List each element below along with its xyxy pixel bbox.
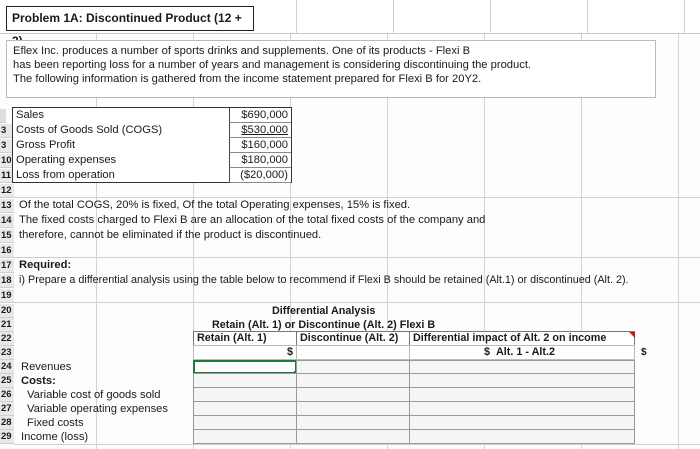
row-number[interactable]: 10	[0, 154, 14, 168]
table-row[interactable]	[13, 168, 291, 183]
table-row[interactable]	[13, 108, 291, 123]
row-number[interactable]: 25	[0, 374, 14, 388]
table-row[interactable]	[13, 153, 291, 168]
row-number[interactable]: 14	[0, 214, 14, 228]
row-number[interactable]: 15	[0, 229, 14, 243]
row-number[interactable]: 11	[0, 169, 14, 183]
row-number[interactable]: 26	[0, 388, 14, 402]
row-number[interactable]: 13	[0, 199, 14, 213]
differential-header[interactable]: Differential impact of Alt. 2 on income	[409, 331, 635, 346]
income-value[interactable]: $180,000	[229, 153, 291, 168]
income-label: Operating expenses	[16, 154, 117, 166]
row-label: Fixed costs	[27, 417, 84, 429]
row-label: Variable operating expenses	[27, 403, 168, 415]
grid-cell[interactable]	[409, 429, 635, 444]
right-dollar: $	[641, 347, 647, 358]
grid-cell[interactable]	[409, 415, 635, 430]
income-label: Sales	[16, 109, 44, 121]
grid-cell[interactable]	[193, 373, 297, 388]
grid-cell[interactable]	[409, 387, 635, 402]
note-text: The fixed costs charged to Flexi B are an allocation of the total fixed costs of the company and	[19, 214, 486, 226]
required-heading: Required:	[19, 259, 72, 271]
grid-cell[interactable]	[193, 415, 297, 430]
analysis-subtitle: Retain (Alt. 1) or Discontinue (Alt. 2) Flexi B	[212, 319, 436, 331]
grid-cell[interactable]	[409, 373, 635, 388]
row-number[interactable]: 28	[0, 416, 14, 430]
grid-cell[interactable]	[296, 401, 410, 416]
analysis-title: Differential Analysis	[272, 305, 376, 317]
row-label: Revenues	[21, 361, 72, 373]
comment-indicator-icon[interactable]	[629, 332, 635, 338]
row-number[interactable]: 17	[0, 259, 14, 273]
row-number[interactable]	[0, 109, 6, 123]
row-number[interactable]: 12	[0, 184, 14, 198]
row-number[interactable]: 23	[0, 346, 14, 360]
income-value[interactable]: ($20,000)	[229, 168, 291, 183]
description-line: has been reporting loss for a number of years and management is considering discontinuing the product.	[13, 59, 532, 71]
selected-cell[interactable]	[193, 360, 297, 374]
grid-cell[interactable]	[296, 387, 410, 402]
discontinue-header[interactable]: Discontinue (Alt. 2)	[296, 331, 410, 346]
table-row[interactable]	[13, 123, 291, 138]
grid-cell[interactable]	[193, 387, 297, 402]
retain-dollar[interactable]: $	[193, 345, 297, 360]
grid-cell[interactable]	[296, 373, 410, 388]
row-number[interactable]: 22	[0, 332, 14, 346]
row-label: Costs:	[21, 375, 56, 387]
row-number[interactable]: 3	[0, 124, 14, 138]
income-label: Costs of Goods Sold (COGS)	[16, 124, 163, 136]
description-box[interactable]	[6, 40, 656, 98]
row-number[interactable]: 27	[0, 402, 14, 416]
table-row[interactable]	[13, 138, 291, 153]
discontinue-cell[interactable]	[296, 345, 410, 360]
grid-cell[interactable]	[409, 401, 635, 416]
differential-dollar: $	[483, 346, 490, 358]
grid-cell[interactable]	[193, 429, 297, 444]
differential-formula: Alt. 1 - Alt.2	[496, 346, 555, 358]
row-number[interactable]: 29	[0, 430, 14, 444]
income-value[interactable]: $160,000	[229, 138, 291, 153]
income-statement-table	[12, 107, 292, 183]
retain-header[interactable]: Retain (Alt. 1)	[193, 331, 297, 346]
note-text: therefore, cannot be eliminated if the product is discontinued.	[19, 229, 322, 241]
row-number[interactable]: 16	[0, 244, 14, 258]
row-number[interactable]: 21	[0, 318, 14, 332]
income-label: Gross Profit	[16, 139, 76, 151]
income-label: Loss from operation	[16, 169, 115, 181]
grid-cell[interactable]	[296, 429, 410, 444]
row-number[interactable]: 19	[0, 289, 14, 303]
grid-cell[interactable]	[296, 360, 410, 374]
income-value[interactable]: $530,000	[229, 123, 291, 138]
income-value[interactable]: $690,000	[229, 108, 291, 123]
note-text: Of the total COGS, 20% is fixed, Of the total Operating expenses, 15% is fixed.	[19, 199, 411, 211]
row-label: Income (loss)	[21, 431, 89, 443]
row-number[interactable]: 24	[0, 360, 14, 374]
differential-subheader[interactable]	[409, 345, 635, 360]
description-line: The following information is gathered from the income statement prepared for Flexi B for 20Y2.	[13, 73, 482, 85]
row-number[interactable]: 18	[0, 274, 14, 288]
note-text: i) Prepare a differential analysis using the table below to recommend if Flexi B should be retained (Alt.1) or discontinued (Alt. 2).	[19, 274, 629, 286]
grid-cell[interactable]	[193, 401, 297, 416]
row-number[interactable]: 3	[0, 139, 14, 153]
description-line: Eflex Inc. produces a number of sports drinks and supplements. One of its products - Flexi B	[13, 45, 471, 57]
grid-cell[interactable]	[296, 415, 410, 430]
problem-title[interactable]: Problem 1A: Discontinued Product (12 +	[6, 6, 254, 31]
row-label: Variable cost of goods sold	[27, 389, 161, 401]
row-number[interactable]: 20	[0, 304, 14, 318]
grid-cell[interactable]	[409, 360, 635, 374]
